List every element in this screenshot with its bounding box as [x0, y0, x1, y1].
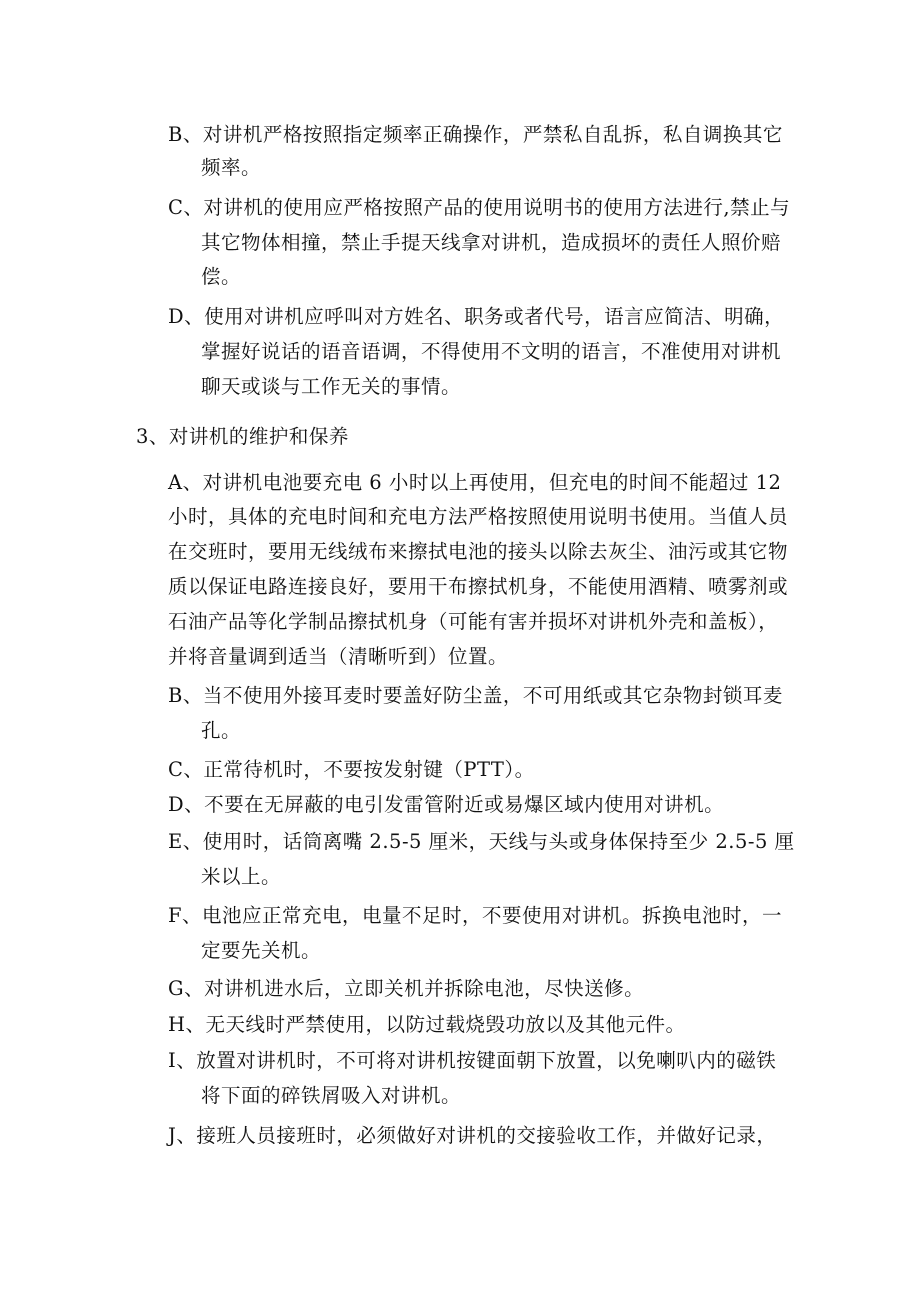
item-d-line-2: 掌握好说话的语音语调，不得使用不文明的语言，不准使用对讲机 — [201, 340, 782, 363]
item-c-line-2: 其它物体相撞，禁止手提天线拿对讲机，造成损坏的责任人照价赔 — [201, 231, 782, 254]
item-b-line-2: 频率。 — [201, 156, 262, 179]
item-c-line-3: 偿。 — [201, 265, 242, 288]
item-b2-line-2: 孔。 — [201, 719, 242, 742]
item-g-line-1: G、对讲机进水后，立即关机并拆除电池，尽快送修。 — [168, 977, 645, 1000]
item-f-line-1: F、电池应正常充电，电量不足时，不要使用对讲机。拆换电池时，一 — [168, 904, 783, 927]
item-a-line-1: A、对讲机电池要充电 6 小时以上再使用，但充电的时间不能超过 12 — [168, 471, 782, 494]
item-c2-line-1: C、正常待机时，不要按发射键（PTT）。 — [168, 758, 535, 781]
item-f-line-2: 定要先关机。 — [201, 939, 322, 962]
item-i-line-1: I、放置对讲机时，不可将对讲机按键面朝下放置，以免喇叭内的磁铁 — [168, 1049, 777, 1072]
item-a-line-6: 并将音量调到适当（清晰听到）位置。 — [168, 645, 509, 668]
item-i-line-2: 将下面的碎铁屑吸入对讲机。 — [201, 1084, 462, 1107]
item-d-line-3: 聊天或谈与工作无关的事情。 — [201, 375, 462, 398]
item-a-line-2: 小时，具体的充电时间和充电方法严格按照使用说明书使用。当值人员 — [168, 505, 789, 528]
item-a-line-4: 质以保证电路连接良好，要用干布擦拭机身，不能使用酒精、喷雾剂或 — [168, 575, 789, 598]
item-a-line-5: 石油产品等化学制品擦拭机身（可能有害并损坏对讲机外壳和盖板）， — [168, 610, 779, 633]
item-e-line-2: 米以上。 — [201, 865, 282, 888]
item-h-line-1: H、无天线时严禁使用，以防过载烧毁功放以及其他元件。 — [168, 1013, 686, 1036]
item-a-line-3: 在交班时，要用无线绒布来擦拭电池的接头以除去灰尘、油污或其它物 — [168, 540, 789, 563]
section-3-title: 3、对讲机的维护和保养 — [136, 425, 349, 448]
item-j-line-1: J、接班人员接班时，必须做好对讲机的交接验收工作，并做好记录， — [168, 1124, 777, 1147]
item-b2-line-1: B、当不使用外接耳麦时要盖好防尘盖，不可用纸或其它杂物封锁耳麦 — [168, 684, 783, 707]
item-b-line-1: B、对讲机严格按照指定频率正确操作，严禁私自乱拆，私自调换其它 — [168, 123, 783, 146]
item-d-line-1: D、使用对讲机应呼叫对方姓名、职务或者代号，语言应简洁、明确， — [168, 305, 785, 328]
item-d2-line-1: D、不要在无屏蔽的电引发雷管附近或易爆区域内使用对讲机。 — [168, 793, 725, 816]
item-c-line-1: C、对讲机的使用应严格按照产品的使用说明书的使用方法进行,禁止与 — [168, 196, 791, 219]
item-e-line-1: E、使用时，话筒离嘴 2.5-5 厘米，天线与头或身体保持至少 2.5-5 厘 — [168, 830, 795, 853]
